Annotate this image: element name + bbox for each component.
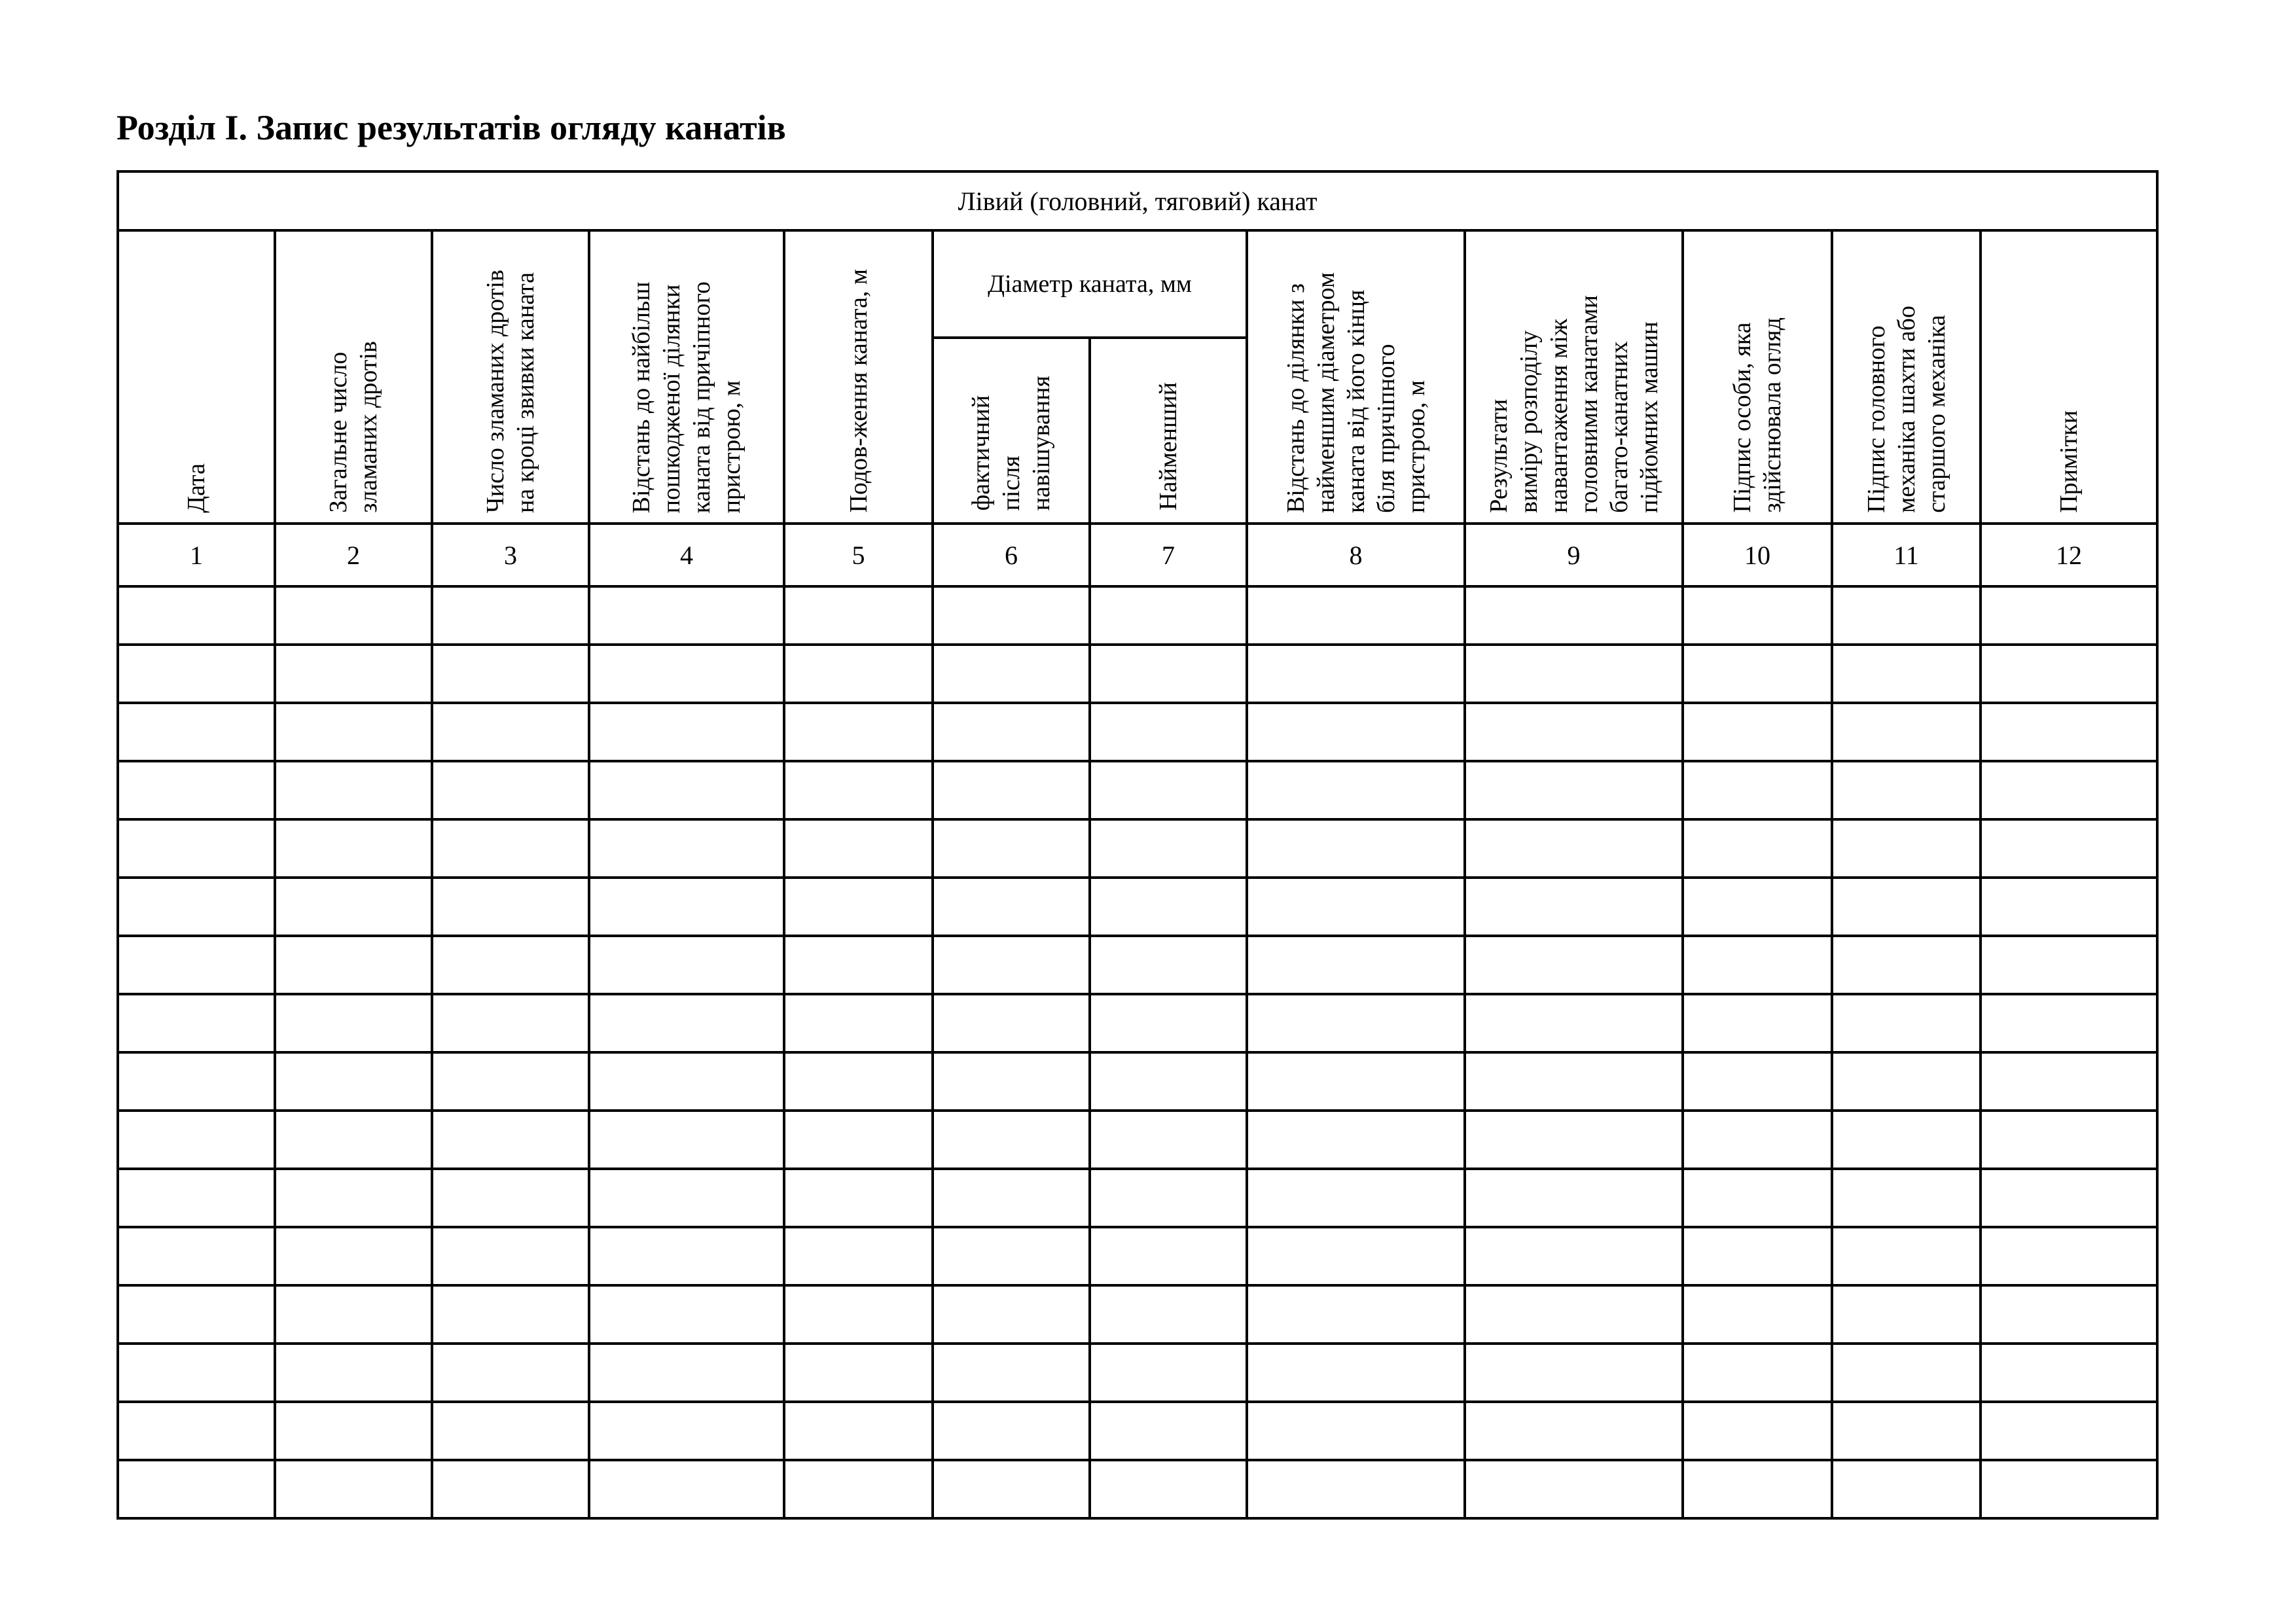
table-cell[interactable]	[432, 645, 589, 703]
table-cell[interactable]	[275, 761, 432, 819]
table-cell[interactable]	[275, 1052, 432, 1111]
table-cell[interactable]	[784, 819, 933, 878]
table-cell[interactable]	[1247, 761, 1465, 819]
table-cell[interactable]	[1683, 994, 1832, 1052]
table-cell[interactable]	[432, 1402, 589, 1460]
header-mechanic-signature: Підпис головного механіка шахти або старшого механіка	[1832, 230, 1981, 524]
table-cell[interactable]	[784, 994, 933, 1052]
table-cell[interactable]	[1247, 819, 1465, 878]
table-cell[interactable]	[1247, 703, 1465, 761]
table-cell[interactable]	[1683, 819, 1832, 878]
header-elongation: Подов-ження каната, м	[784, 230, 933, 524]
table-cell[interactable]	[118, 645, 275, 703]
table-cell[interactable]	[1832, 1402, 1981, 1460]
table-cell[interactable]	[1465, 1402, 1683, 1460]
table-cell[interactable]	[118, 936, 275, 994]
table-cell[interactable]	[275, 1227, 432, 1285]
table-cell[interactable]	[1247, 994, 1465, 1052]
table-cell[interactable]	[432, 1344, 589, 1402]
table-cell[interactable]	[118, 1052, 275, 1111]
table-cell[interactable]	[118, 819, 275, 878]
table-row	[118, 1285, 2157, 1344]
table-cell[interactable]	[1981, 1052, 2157, 1111]
table-cell[interactable]	[432, 586, 589, 645]
header-diameter-minimum: Найменший	[1090, 338, 1247, 524]
table-cell[interactable]	[118, 878, 275, 936]
table-cell[interactable]	[1832, 1111, 1981, 1169]
table-cell[interactable]	[1981, 819, 2157, 878]
table-cell[interactable]	[1090, 1111, 1247, 1169]
table-cell[interactable]	[784, 1169, 933, 1227]
table-cell[interactable]	[933, 819, 1090, 878]
table-cell[interactable]	[784, 1344, 933, 1402]
table-cell[interactable]	[1247, 1169, 1465, 1227]
table-cell[interactable]	[1465, 1169, 1683, 1227]
table-cell[interactable]	[784, 936, 933, 994]
table-cell[interactable]	[432, 936, 589, 994]
table-caption: Лівий (головний, тяговий) канат	[118, 171, 2157, 230]
table-cell[interactable]	[933, 1285, 1090, 1344]
table-cell[interactable]	[275, 1169, 432, 1227]
header-distance-min-diameter: Відстань до ділянки з найменшим діаметром каната від його кінця біля причіпного пристрою, м	[1247, 230, 1465, 524]
table-cell[interactable]	[589, 761, 784, 819]
table-cell[interactable]	[1465, 586, 1683, 645]
table-cell[interactable]	[784, 1227, 933, 1285]
table-cell[interactable]	[1981, 1111, 2157, 1169]
table-row	[118, 703, 2157, 761]
table-cell[interactable]	[1832, 1227, 1981, 1285]
header-load-distribution: Результати виміру розподілу навантаження між головними канатами багато-канатних підйомних машин	[1465, 230, 1683, 524]
table-cell[interactable]	[118, 1285, 275, 1344]
table-cell[interactable]	[1683, 1344, 1832, 1402]
header-date: Дата	[118, 230, 275, 524]
table-cell[interactable]	[589, 1402, 784, 1460]
table-row	[118, 761, 2157, 819]
table-cell[interactable]	[589, 1111, 784, 1169]
table-cell[interactable]	[1832, 761, 1981, 819]
column-number: 9	[1465, 524, 1683, 586]
table-cell[interactable]	[432, 1052, 589, 1111]
column-number: 11	[1832, 524, 1981, 586]
table-cell[interactable]	[1832, 878, 1981, 936]
table-cell[interactable]	[118, 1169, 275, 1227]
table-row	[118, 1227, 2157, 1285]
table-row	[118, 1052, 2157, 1111]
table-cell[interactable]	[933, 994, 1090, 1052]
table-cell[interactable]	[275, 819, 432, 878]
table-cell[interactable]	[1981, 994, 2157, 1052]
table-cell[interactable]	[933, 1402, 1090, 1460]
header-inspector-signature: Підпис особи, яка здійснювала огляд	[1683, 230, 1832, 524]
table-cell[interactable]	[1981, 1227, 2157, 1285]
table-cell[interactable]	[933, 761, 1090, 819]
table-cell[interactable]	[784, 1402, 933, 1460]
table-cell[interactable]	[118, 1460, 275, 1518]
table-cell[interactable]	[1683, 878, 1832, 936]
table-row	[118, 1460, 2157, 1518]
table-cell[interactable]	[1683, 936, 1832, 994]
table-cell[interactable]	[118, 703, 275, 761]
table-cell[interactable]	[275, 586, 432, 645]
table-cell[interactable]	[432, 761, 589, 819]
table-cell[interactable]	[784, 1052, 933, 1111]
table-cell[interactable]	[1832, 994, 1981, 1052]
table-cell[interactable]	[275, 878, 432, 936]
table-cell[interactable]	[1465, 994, 1683, 1052]
table-cell[interactable]	[1981, 878, 2157, 936]
table-cell[interactable]	[933, 645, 1090, 703]
column-number: 7	[1090, 524, 1247, 586]
table-cell[interactable]	[1247, 1344, 1465, 1402]
table-cell[interactable]	[118, 586, 275, 645]
table-cell[interactable]	[1090, 994, 1247, 1052]
table-cell[interactable]	[118, 1402, 275, 1460]
table-cell[interactable]	[1683, 1285, 1832, 1344]
table-cell[interactable]	[589, 1285, 784, 1344]
table-cell[interactable]	[1247, 1460, 1465, 1518]
table-cell[interactable]	[1683, 1052, 1832, 1111]
table-cell[interactable]	[1247, 1111, 1465, 1169]
table-cell[interactable]	[1465, 819, 1683, 878]
table-cell[interactable]	[933, 703, 1090, 761]
table-cell[interactable]	[1090, 1402, 1247, 1460]
table-row	[118, 878, 2157, 936]
table-cell[interactable]	[589, 586, 784, 645]
table-cell[interactable]	[1981, 586, 2157, 645]
table-cell[interactable]	[1090, 1460, 1247, 1518]
table-cell[interactable]	[1981, 1169, 2157, 1227]
table-cell[interactable]	[1247, 586, 1465, 645]
table-cell[interactable]	[1465, 703, 1683, 761]
table-cell[interactable]	[1981, 936, 2157, 994]
table-cell[interactable]	[1090, 586, 1247, 645]
table-cell[interactable]	[275, 1402, 432, 1460]
section-title: Розділ I. Запис результатів огляду канатів	[117, 108, 786, 147]
column-number: 6	[933, 524, 1090, 586]
table-cell[interactable]	[1683, 761, 1832, 819]
table-cell[interactable]	[1247, 1402, 1465, 1460]
table-cell[interactable]	[1090, 1344, 1247, 1402]
header-diameter-group: Діаметр каната, мм	[933, 230, 1247, 338]
table-cell[interactable]	[589, 703, 784, 761]
table-cell[interactable]	[784, 1460, 933, 1518]
table-cell[interactable]	[1465, 1285, 1683, 1344]
table-cell[interactable]	[1465, 1111, 1683, 1169]
table-cell[interactable]	[275, 1460, 432, 1518]
table-cell[interactable]	[1465, 878, 1683, 936]
table-cell[interactable]	[933, 1052, 1090, 1111]
table-cell[interactable]	[432, 1227, 589, 1285]
table-cell[interactable]	[784, 761, 933, 819]
table-row	[118, 1169, 2157, 1227]
table-row	[118, 1111, 2157, 1169]
table-row	[118, 1344, 2157, 1402]
table-cell[interactable]	[589, 1460, 784, 1518]
table-cell[interactable]	[933, 1460, 1090, 1518]
table-cell[interactable]	[1090, 1169, 1247, 1227]
table-cell[interactable]	[933, 586, 1090, 645]
column-number: 12	[1981, 524, 2157, 586]
table-cell[interactable]	[1090, 1052, 1247, 1111]
table-cell[interactable]	[432, 994, 589, 1052]
table-cell[interactable]	[1981, 1402, 2157, 1460]
table-cell[interactable]	[589, 994, 784, 1052]
table-row	[118, 819, 2157, 878]
column-number: 8	[1247, 524, 1465, 586]
table-row	[118, 936, 2157, 994]
table-cell[interactable]	[1465, 1227, 1683, 1285]
table-cell[interactable]	[1981, 703, 2157, 761]
table-cell[interactable]	[1090, 936, 1247, 994]
table-cell[interactable]	[1683, 1111, 1832, 1169]
table-cell[interactable]	[1832, 819, 1981, 878]
table-cell[interactable]	[933, 936, 1090, 994]
rope-inspection-table	[117, 170, 2159, 1520]
table-cell[interactable]	[275, 1344, 432, 1402]
table-cell[interactable]	[1247, 1285, 1465, 1344]
column-number: 3	[432, 524, 589, 586]
table-cell[interactable]	[1832, 703, 1981, 761]
table-cell[interactable]	[1683, 586, 1832, 645]
table-cell[interactable]	[589, 1227, 784, 1285]
table-cell[interactable]	[933, 1227, 1090, 1285]
table-cell[interactable]	[1090, 819, 1247, 878]
table-cell[interactable]	[275, 936, 432, 994]
table-cell[interactable]	[1832, 936, 1981, 994]
table-cell[interactable]	[784, 1111, 933, 1169]
table-cell[interactable]	[1683, 703, 1832, 761]
table-cell[interactable]	[933, 1344, 1090, 1402]
column-number: 10	[1683, 524, 1832, 586]
table-cell[interactable]	[432, 1285, 589, 1344]
table-cell[interactable]	[1090, 645, 1247, 703]
table-row	[118, 645, 2157, 703]
header-total-broken-wires: Загальне число зламаних дротів	[275, 230, 432, 524]
table-cell[interactable]	[1832, 1460, 1981, 1518]
table-cell[interactable]	[1832, 1052, 1981, 1111]
table-cell[interactable]	[1465, 1344, 1683, 1402]
table-cell[interactable]	[784, 586, 933, 645]
column-number: 4	[589, 524, 784, 586]
column-number: 5	[784, 524, 933, 586]
table-cell[interactable]	[1832, 1344, 1981, 1402]
table-cell[interactable]	[118, 761, 275, 819]
table-cell[interactable]	[432, 819, 589, 878]
table-cell[interactable]	[933, 1111, 1090, 1169]
table-cell[interactable]	[432, 1169, 589, 1227]
table-cell[interactable]	[1683, 1227, 1832, 1285]
table-cell[interactable]	[1683, 1169, 1832, 1227]
table-cell[interactable]	[589, 645, 784, 703]
table-cell[interactable]	[275, 645, 432, 703]
table-cell[interactable]	[1981, 1285, 2157, 1344]
table-cell[interactable]	[1247, 878, 1465, 936]
table-cell[interactable]	[1465, 1052, 1683, 1111]
table-row	[118, 1402, 2157, 1460]
table-cell[interactable]	[1832, 586, 1981, 645]
table-cell[interactable]	[118, 1111, 275, 1169]
table-cell[interactable]	[1465, 761, 1683, 819]
table-cell[interactable]	[1832, 1285, 1981, 1344]
table-cell[interactable]	[432, 703, 589, 761]
table-cell[interactable]	[589, 936, 784, 994]
table-cell[interactable]	[1247, 936, 1465, 994]
table-cell[interactable]	[1090, 1285, 1247, 1344]
table-cell[interactable]	[933, 1169, 1090, 1227]
table-cell[interactable]	[1832, 645, 1981, 703]
table-cell[interactable]	[1090, 1227, 1247, 1285]
column-number: 1	[118, 524, 275, 586]
table-cell[interactable]	[1981, 761, 2157, 819]
table-cell[interactable]	[1247, 1227, 1465, 1285]
header-distance-damaged: Відстань до найбільш пошкодженої ділянки каната від причіпного пристрою, м	[589, 230, 784, 524]
table-cell[interactable]	[275, 1111, 432, 1169]
table-cell[interactable]	[1465, 645, 1683, 703]
table-cell[interactable]	[589, 1052, 784, 1111]
table-cell[interactable]	[589, 878, 784, 936]
table-cell[interactable]	[1465, 936, 1683, 994]
table-cell[interactable]	[1465, 1460, 1683, 1518]
table-cell[interactable]	[275, 1285, 432, 1344]
table-cell[interactable]	[1683, 645, 1832, 703]
table-cell[interactable]	[784, 1285, 933, 1344]
table-cell[interactable]	[1981, 1344, 2157, 1402]
table-cell[interactable]	[118, 1344, 275, 1402]
table-cell[interactable]	[275, 994, 432, 1052]
table-cell[interactable]	[1090, 761, 1247, 819]
table-row	[118, 994, 2157, 1052]
table-cell[interactable]	[1247, 1052, 1465, 1111]
header-broken-wires-per-lay: Число зламаних дротів на кроці звивки каната	[432, 230, 589, 524]
table-cell[interactable]	[589, 1344, 784, 1402]
header-diameter-actual: фактичний після навішування	[933, 338, 1090, 524]
table-cell[interactable]	[118, 994, 275, 1052]
table-row	[118, 586, 2157, 645]
table-cell[interactable]	[784, 703, 933, 761]
table-cell[interactable]	[1981, 645, 2157, 703]
table-cell[interactable]	[933, 878, 1090, 936]
table-cell[interactable]	[432, 1111, 589, 1169]
table-cell[interactable]	[1090, 878, 1247, 936]
table-cell[interactable]	[1981, 1460, 2157, 1518]
table-cell[interactable]	[589, 1169, 784, 1227]
table-cell[interactable]	[1832, 1169, 1981, 1227]
table-cell[interactable]	[432, 1460, 589, 1518]
table-body	[118, 586, 2157, 1518]
table-cell[interactable]	[1683, 1460, 1832, 1518]
table-cell[interactable]	[1247, 645, 1465, 703]
table-cell[interactable]	[118, 1227, 275, 1285]
table-cell[interactable]	[589, 819, 784, 878]
table-cell[interactable]	[432, 878, 589, 936]
table-cell[interactable]	[1090, 703, 1247, 761]
table-cell[interactable]	[275, 703, 432, 761]
header-notes: Примітки	[1981, 230, 2157, 524]
table-cell[interactable]	[784, 878, 933, 936]
table-cell[interactable]	[784, 645, 933, 703]
column-number: 2	[275, 524, 432, 586]
table-cell[interactable]	[1683, 1402, 1832, 1460]
column-number-row	[118, 524, 2157, 586]
